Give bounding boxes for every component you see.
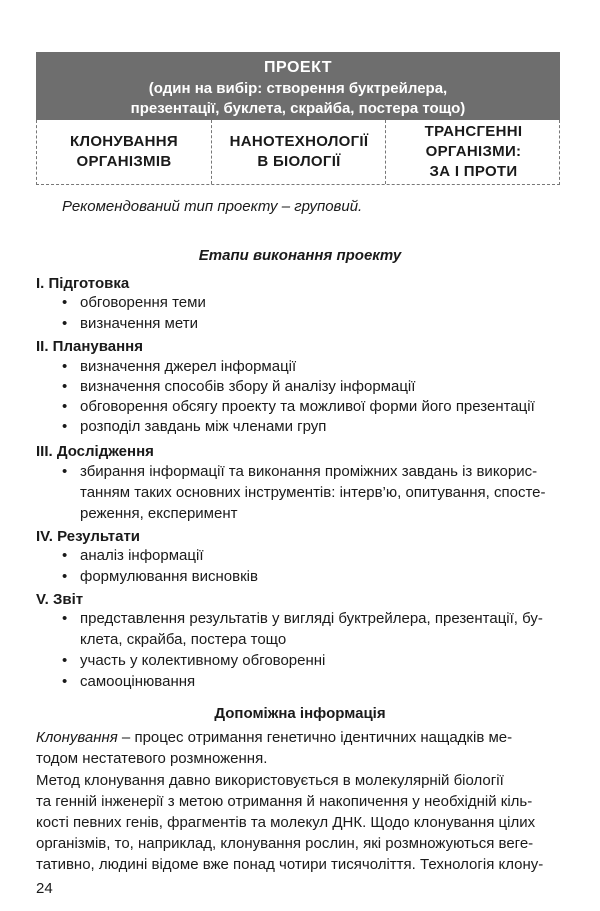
project-option-transgenic (385, 120, 561, 184)
bullet-icon: • (62, 568, 68, 585)
bullet-icon: • (62, 294, 68, 311)
term-cloning: Клонування (36, 729, 118, 746)
page-number: 24 (36, 880, 53, 897)
bullet-icon: • (62, 378, 68, 395)
stage-heading: V. Звіт (36, 591, 84, 608)
project-option-label: КЛОНУВАННЯ ОРГАНІЗМІВ (70, 133, 178, 170)
stage-heading: II. Планування (36, 338, 143, 355)
project-option-label: НАНОТЕХНОЛОГІЇ В БІОЛОГІЇ (229, 133, 369, 170)
stage-heading: III. Дослідження (36, 443, 154, 460)
stages-title: Етапи виконання проекту (198, 247, 402, 264)
project-subtitle (36, 79, 560, 119)
definition-text: – процес отримання генетично ідентичних нащадків ме- тодом нестатевого розмноження. (36, 729, 513, 767)
paragraph-definition (36, 727, 561, 769)
bullet-icon: • (62, 398, 68, 415)
bullet-icon: • (62, 652, 68, 669)
paragraph-cloning-method: Метод клонування давно використовується в молекулярній біології та генній інженерії з метою отримання й накопичення у необхідній кіль- кості певних генів, фрагментів та молекул ДНК. Щодо клонування цілих організмів, то, наприклад, клонування рослин, які розмножуються веге- тативно, людині відоме вже понад чотири тисячоліття. Технологія клону- (36, 772, 544, 873)
project-option-nanotech (211, 120, 386, 184)
stage-heading: IV. Результати (36, 528, 141, 545)
bullet-icon: • (62, 418, 68, 435)
project-subtitle-line1: (один на вибір: створення буктрейлера, (148, 80, 448, 97)
project-option-label: ТРАНСГЕННІ ОРГАНІЗМИ: ЗА І ПРОТИ (424, 123, 523, 180)
bullet-icon: • (62, 673, 68, 690)
project-options (36, 120, 560, 185)
bullet-icon: • (62, 610, 68, 627)
project-title: ПРОЕКТ (263, 59, 332, 76)
project-table (36, 52, 560, 185)
recommendation-text: Рекомендований тип проекту – груповий. (62, 198, 363, 215)
bullet-icon: • (62, 463, 68, 480)
bullet-icon: • (62, 358, 68, 375)
project-option-cloning (37, 120, 211, 184)
aux-info-title: Допоміжна інформація (214, 705, 386, 722)
bullet-icon: • (62, 547, 68, 564)
stage-heading: I. Підготовка (36, 275, 130, 292)
project-header (36, 52, 560, 120)
project-subtitle-line2: презентації, буклета, скрайба, постера тощо) (130, 100, 466, 117)
bullet-icon: • (62, 315, 68, 332)
